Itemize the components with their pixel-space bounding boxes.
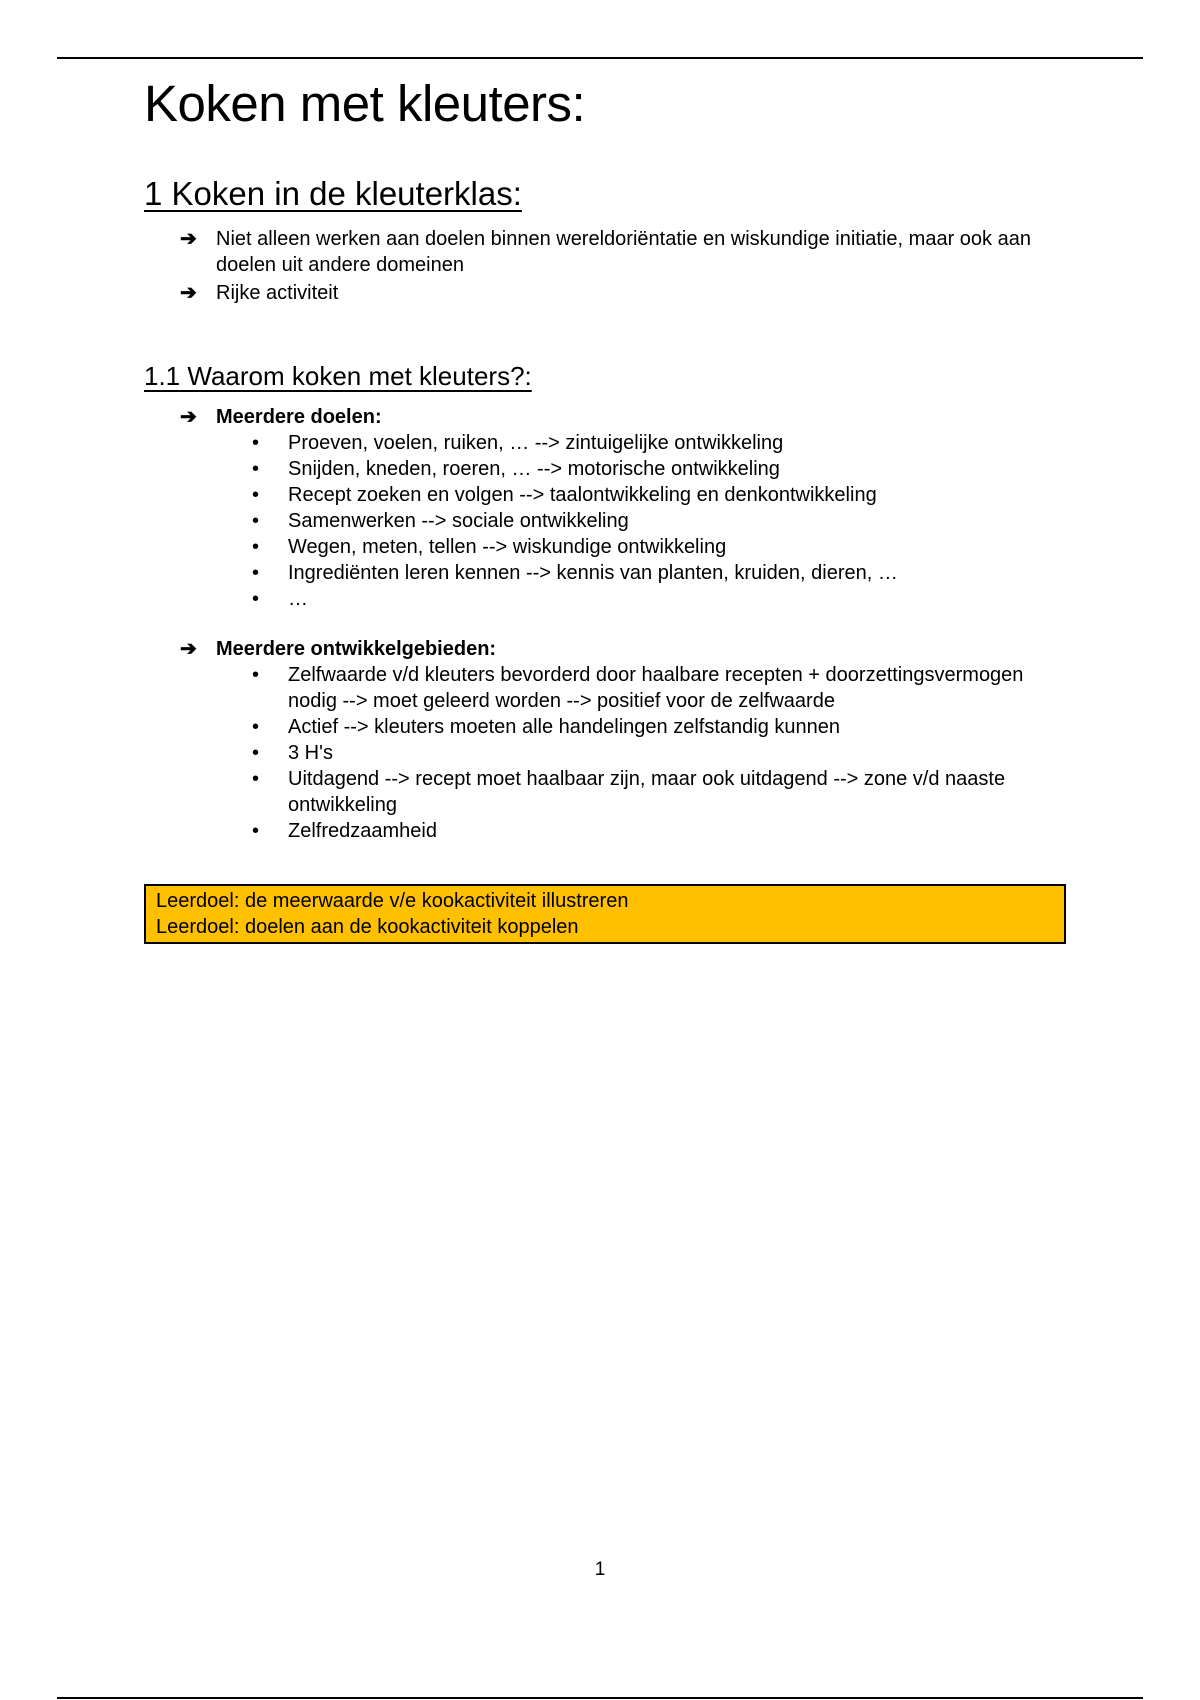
list-item-text: Rijke activiteit [216, 282, 339, 304]
list-item [252, 456, 1064, 482]
list-item-text: Uitdagend --> recept moet haalbaar zijn, maar ook uitdagend --> zone v/d naaste ontwikkeling [288, 768, 1006, 816]
list-item [252, 430, 1064, 456]
bullet-dot-icon: • [252, 536, 260, 558]
bullet-dot-icon: • [252, 484, 260, 506]
list-item [252, 766, 1064, 818]
bullet-list-doelen [216, 430, 1064, 612]
page-number: 1 [594, 1559, 606, 1580]
header-rule [57, 57, 1143, 59]
bullet-dot-icon: • [252, 432, 260, 454]
learning-goal: Leerdoel: doelen aan de kookactiviteit koppelen [156, 916, 579, 938]
footer-rule [57, 1697, 1143, 1699]
list-item [252, 714, 1064, 740]
arrow-right-icon: ➔ [180, 282, 197, 304]
list-item [252, 586, 1064, 612]
bullet-dot-icon: • [252, 510, 260, 532]
document-title: Koken met kleuters: [144, 75, 586, 132]
list-item-text: … [288, 588, 308, 610]
section-heading-1: 1 Koken in de kleuterklas: [144, 175, 522, 212]
group-label: Meerdere doelen: [216, 406, 382, 428]
bullet-dot-icon: • [252, 588, 260, 610]
list-item-text: Zelfredzaamheid [288, 820, 437, 842]
bullet-dot-icon: • [252, 820, 260, 842]
section-1-list [144, 226, 1064, 306]
arrow-right-icon: ➔ [180, 228, 197, 250]
group-meerdere-doelen [180, 404, 1064, 612]
list-item-text: Samenwerken --> sociale ontwikkeling [288, 510, 629, 532]
bullet-list-ontwikkelgebieden [216, 662, 1064, 844]
list-item-text: Recept zoeken en volgen --> taalontwikkeling en denkontwikkeling [288, 484, 877, 506]
list-item [252, 818, 1064, 844]
list-item [180, 226, 1064, 278]
learning-goals-box [144, 884, 1066, 944]
list-item [252, 560, 1064, 586]
list-item-text: Proeven, voelen, ruiken, … --> zintuigelijke ontwikkeling [288, 432, 784, 454]
section-1-1-list [144, 404, 1064, 844]
list-item [252, 662, 1064, 714]
arrow-right-icon: ➔ [180, 406, 197, 428]
group-meerdere-ontwikkelgebieden [180, 636, 1064, 844]
arrow-right-icon: ➔ [180, 638, 197, 660]
bullet-dot-icon: • [252, 664, 260, 686]
group-label: Meerdere ontwikkelgebieden: [216, 638, 497, 660]
list-item [252, 534, 1064, 560]
bullet-dot-icon: • [252, 716, 260, 738]
list-item-text: Zelfwaarde v/d kleuters bevorderd door haalbare recepten + doorzettingsvermogen nodig --> moet geleerd worden --> positief voor de zelfwaarde [288, 664, 1024, 712]
list-item-text: Actief --> kleuters moeten alle handelingen zelfstandig kunnen [288, 716, 841, 738]
bullet-dot-icon: • [252, 742, 260, 764]
bullet-dot-icon: • [252, 768, 260, 790]
section-heading-1-1: 1.1 Waarom koken met kleuters?: [144, 361, 532, 391]
list-item-text: Wegen, meten, tellen --> wiskundige ontwikkeling [288, 536, 727, 558]
list-item-text: Ingrediënten leren kennen --> kennis van planten, kruiden, dieren, … [288, 562, 898, 584]
list-item-text: 3 H's [288, 742, 333, 764]
list-item-text: Niet alleen werken aan doelen binnen wereldoriëntatie en wiskundige initiatie, maar ook aan doelen uit andere domeinen [216, 228, 1031, 276]
bullet-dot-icon: • [252, 458, 260, 480]
list-item [252, 740, 1064, 766]
list-item [180, 280, 1064, 306]
list-item-text: Snijden, kneden, roeren, … --> motorische ontwikkeling [288, 458, 780, 480]
bullet-dot-icon: • [252, 562, 260, 584]
list-item [252, 482, 1064, 508]
learning-goal: Leerdoel: de meerwaarde v/e kookactiviteit illustreren [156, 890, 629, 912]
document-body [144, 68, 1064, 944]
list-item [252, 508, 1064, 534]
